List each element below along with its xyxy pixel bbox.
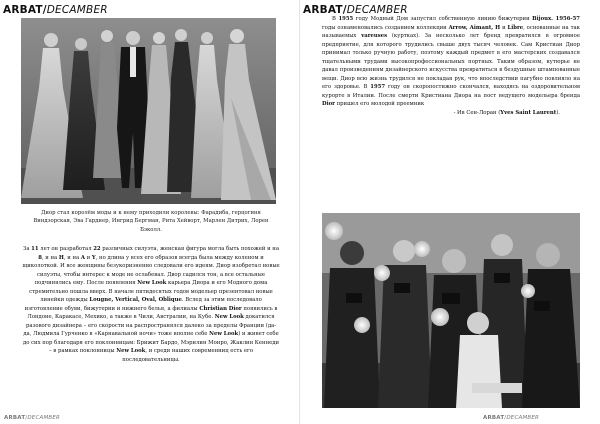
footer-issue: DECAMBER bbox=[27, 415, 61, 421]
text-run: лет он разработал bbox=[38, 246, 94, 252]
bold-text-run: Y bbox=[91, 254, 96, 261]
right-article-text bbox=[322, 15, 580, 117]
header-issue: DECAMBER bbox=[46, 4, 108, 16]
text-run: карьера Диора и его Модного дома стремительно пошла вверх. В начале пятидесятых годов модельер презентовал новые линейки одежды bbox=[29, 280, 273, 303]
bold-text-run: 11 bbox=[31, 246, 39, 252]
right-page-footer bbox=[483, 415, 539, 421]
bold-text-run: Christian Dior bbox=[199, 305, 242, 312]
header-issue: DECAMBER bbox=[346, 4, 408, 16]
photographers-photo-graphic bbox=[322, 213, 580, 408]
bold-text-run: Lougne, Vertical, Oval, Oblique bbox=[89, 297, 182, 303]
footer-brand: ARBAT bbox=[483, 415, 505, 421]
text-run: За bbox=[23, 246, 32, 252]
text-run: различных силуэта, женская фигура могла быть похожей и на bbox=[100, 246, 279, 252]
bold-text-run: Yves Saint Laurent bbox=[500, 109, 557, 116]
text-run: и bbox=[84, 254, 92, 261]
bold-text-run: New Look bbox=[116, 348, 146, 354]
bold-text-run: A bbox=[80, 254, 85, 261]
left-page-footer bbox=[4, 415, 60, 421]
text-run: , и среди наших современниц есть его последовательницы. bbox=[122, 348, 254, 363]
text-run: , и на bbox=[63, 254, 81, 261]
footer-issue: DECAMBER bbox=[506, 415, 540, 421]
article-signature bbox=[322, 109, 580, 118]
text-run: докатился разового дизайнера – его скорости на распространялся далеко за пределы Франции (да-да, Людмила Гурченко в «Карнавальной ночи» тоже вполне себе bbox=[23, 314, 277, 337]
fashion-models-photo bbox=[21, 18, 276, 204]
header-brand: ARBAT bbox=[3, 4, 43, 16]
text-run: В bbox=[332, 16, 339, 22]
footer-slash: / bbox=[25, 415, 28, 421]
text-run: году он скоропостижно скончался, находясь на оздоровительном курорте в Италии. После смерти Кристиана Диора на пост ведущего модельера бренда bbox=[322, 84, 580, 99]
text-run: ). bbox=[556, 109, 560, 116]
bold-text-run: 8 bbox=[38, 254, 42, 261]
right-page bbox=[300, 0, 600, 424]
text-run: . Вслед за этим последовало изготовление обуви, бижутерии и нижнего белья, а филиалы bbox=[24, 297, 262, 312]
header-brand: ARBAT bbox=[303, 4, 343, 16]
bold-text-run: Bijoux. 1956-57 bbox=[532, 16, 580, 22]
header-slash: / bbox=[342, 4, 347, 16]
bold-text-run: New Look bbox=[137, 280, 167, 286]
bold-text-run: Arrow, Aimant, H bbox=[448, 24, 501, 31]
bold-text-run: 22 bbox=[93, 246, 101, 252]
bold-text-run: vareuses bbox=[361, 33, 388, 39]
bold-text-run: 1955 bbox=[338, 16, 354, 22]
header-slash: / bbox=[42, 4, 47, 16]
bold-text-run: New Look bbox=[214, 314, 244, 320]
text-run: , но длина у всех его образов всегда была между коленом и щиколоткой. И все женщины безукоризненно следовали его идеям. Диор изобретал новые силуэты, чтобы интерес к моде не ослабевал. Двор садился тон, а все остальные подчинялись ему. После появления bbox=[22, 254, 280, 286]
text-run: году Модный Дом запустил собственную линию бижутерии bbox=[353, 16, 533, 22]
bold-text-run: Dior bbox=[322, 101, 335, 107]
text-run: пришел его молодой преемник bbox=[334, 101, 425, 107]
text-run: - Ив Сен-Лоран ( bbox=[453, 109, 501, 116]
text-run: и bbox=[500, 24, 508, 31]
left-page-header bbox=[3, 4, 108, 16]
bold-text-run: Libre bbox=[507, 24, 524, 31]
photo-caption: Диор стал королём моды и к нему приходили королевы: Фарадиба, герцогиня Виндзорская, Эва Гарднер, Ингрид Бергман, Рита Хейворт, Марлен Дитрих, Лорен Бэколл. bbox=[33, 210, 269, 233]
text-run: , основанные на так называемых bbox=[322, 24, 580, 39]
fashion-models-photo-graphic bbox=[21, 18, 276, 204]
bold-text-run: H bbox=[58, 254, 64, 261]
left-article-text bbox=[22, 245, 280, 364]
text-run: (куртках). За несколько лет бренд превратился в огромное предприятие, для которого трудились свыше двух тысяч человек. Сам Кристиан Диор принимал только ручную работу, поэтому каждый предмет в его мастерских создавался тщательными трудами высокопрофессиональных портных. Таким образом, кутюрье не давал произведениям дизайнерского искусства превратиться в бездушные штампованные вещи. Диор всю жизнь трудился не покладая рук, что впоследствии пагубно повлияло на его здоровье. В bbox=[322, 33, 580, 90]
footer-brand: ARBAT bbox=[4, 415, 26, 421]
text-run: годы ознаменовались созданием коллекции bbox=[322, 24, 449, 31]
bold-text-run: 1957 bbox=[370, 84, 386, 90]
right-article-paragraph bbox=[322, 15, 580, 109]
left-article-paragraph bbox=[22, 245, 280, 364]
text-run: появились в Лондоне, Каракасе, Мехико, а также в Чили, Австралии, на Кубе. bbox=[27, 305, 278, 320]
photographers-photo bbox=[322, 213, 580, 408]
text-run: ) и живет себе до сих пор благодаря его поклонницам: Брижит Бардо, Мэрилин Монро, Жаклин Кеннеди – в рамках поклонницы bbox=[22, 331, 280, 354]
text-run: , и на bbox=[41, 254, 59, 261]
footer-slash: / bbox=[504, 415, 507, 421]
bold-text-run: New Look bbox=[209, 331, 239, 337]
